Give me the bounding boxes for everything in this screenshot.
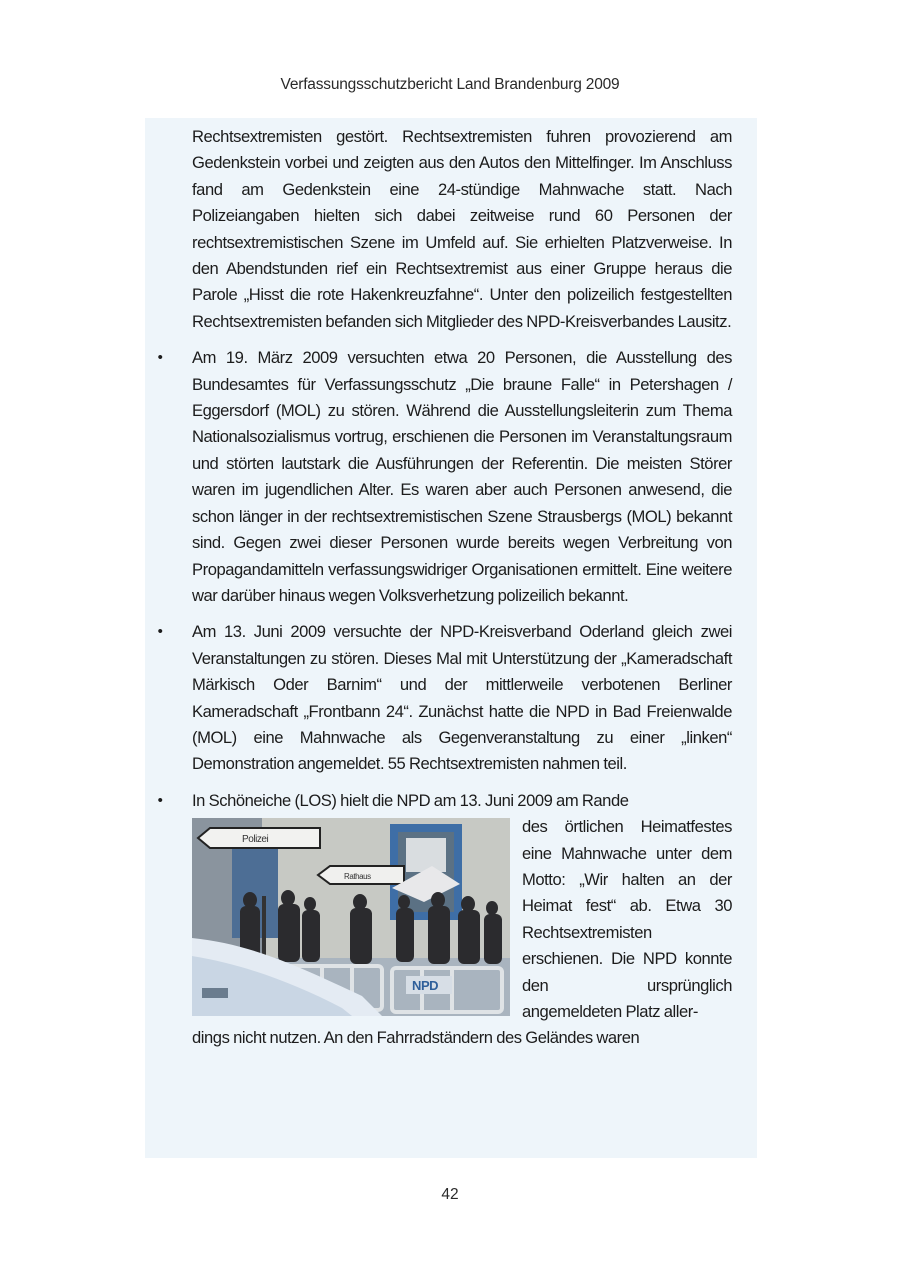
- bullet-item-2: [157, 619, 732, 777]
- page-number: 42: [441, 1186, 459, 1203]
- running-header: Verfassungsschutzbericht Land Brandenburg 2009: [280, 76, 620, 93]
- bullet-text-1: Am 19. März 2009 versuchten etwa 20 Personen, die Ausstellung des Bundesamtes für Verfassungsschutz „Die braune Falle“ in Petershagen / Eggersdorf (MOL) zu stören. Während die Ausstellungsleiterin zum Thema Nationalsozialismus vortrug, erschienen die Personen im Veranstaltungsraum und störten lautstark die Ausführungen der Referentin. Die meisten Störer waren im jugendlichen Alter. Es waren aber auch Personen anwesend, die schon länger in der rechtsextremistischen Szene Strausbergs (MOL) bekannt sind. Gegen zwei dieser Personen wurde bereits wegen Verbreitung von Propagandamitteln verfassungswidriger Organisationen ermittelt. Eine weitere war darüber hinaus wegen Volksverhetzung polizeilich bekannt.: [192, 348, 732, 605]
- bullet-marker: •: [157, 623, 163, 641]
- bullet-text-3-tail: dings nicht nutzen. An den Fahrradständern des Geländes waren: [192, 1028, 640, 1048]
- sign-polizei-text: Polizei: [242, 834, 269, 846]
- bullet-item-3: [157, 788, 732, 1052]
- bullet-marker: •: [157, 349, 163, 367]
- sign-rathaus-text: Rathaus: [344, 872, 371, 882]
- banner-npd-text: NPD: [412, 978, 439, 994]
- bullet-item-1: [157, 345, 732, 609]
- page-body: [157, 124, 732, 1052]
- rally-photo: [192, 818, 510, 1016]
- intro-paragraph: Rechtsextremisten gestört. Rechtsextremisten fuhren provozierend am Gedenkstein vorbei und zeigten aus den Autos den Mittelfinger. Im Anschluss fand am Gedenkstein eine 24-stündige Mahnwache statt. Nach Polizeiangaben hielten sich dabei zeitweise rund 60 Personen der rechtsextremistischen Szene im Umfeld auf. Sie erhielten Platzverweise. In den Abendstunden rief ein Rechtsextremist aus einer Gruppe heraus die Parole „Hisst die rote Hakenkreuzfahne“. Unter den polizeilich festgestellten Rechtsextremisten befanden sich Mitglieder des NPD-Kreisverbandes Lausitz.: [192, 127, 732, 331]
- bullet-text-3-lead: In Schöneiche (LOS) hielt die NPD am 13. Juni 2009 am Rande: [192, 790, 629, 810]
- bullet-text-3-beside-photo: des örtlichen Heimatfestes eine Mahnwache unter dem Motto: „Wir halten an der Heimat fest“ ab. Etwa 30 Rechtsextremisten erschienen. Die NPD konnte den ursprünglich angemeldeten Platz aller-: [522, 817, 732, 1021]
- bullet-text-2: Am 13. Juni 2009 versuchte der NPD-Kreisverband Oderland gleich zwei Veranstaltungen zu stören. Dieses Mal mit Unterstützung der „Kameradschaft Märkisch Oder Barnim“ und der mittlerweile verbotenen Berliner Kameradschaft „Frontbann 24“. Zunächst hatte die NPD in Bad Freienwalde (MOL) eine Mahnwache als Gegenveranstaltung zu einer „linken“ Demonstration angemeldet. 55 Rechtsextremisten nahmen teil.: [192, 622, 732, 774]
- bullet-marker: •: [157, 791, 163, 809]
